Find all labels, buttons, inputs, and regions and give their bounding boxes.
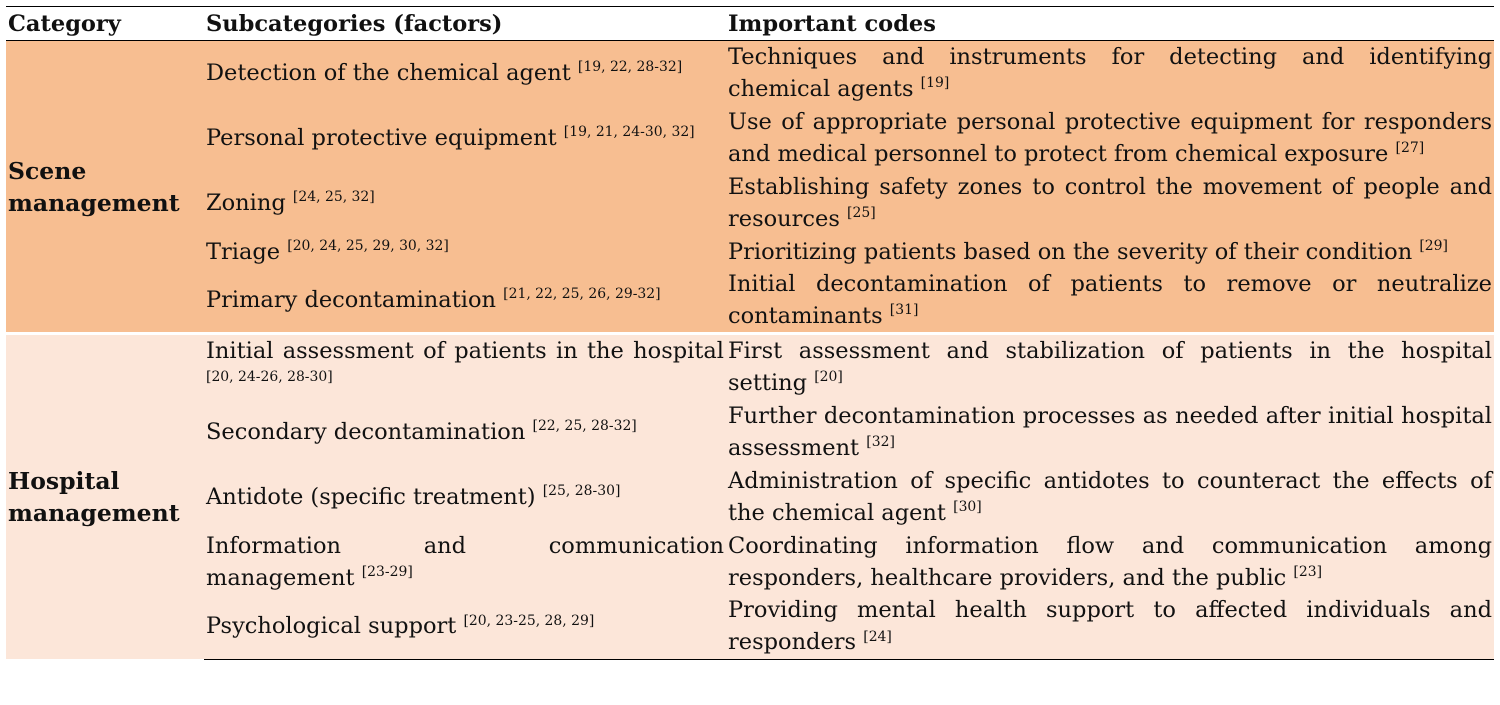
factor-citation: [19, 22, 28-32] bbox=[577, 59, 683, 76]
factor-cell bbox=[204, 464, 726, 529]
code-cell bbox=[726, 41, 1494, 106]
code-text: Prioritizing patients based on the severity of their condition bbox=[728, 238, 1413, 265]
header-row bbox=[6, 7, 1494, 41]
factor-citation: [22, 25, 28-32] bbox=[532, 417, 637, 434]
factor-text: Primary decontamination bbox=[206, 287, 496, 313]
factor-citation: [25, 28-30] bbox=[542, 482, 621, 499]
code-text: Use of appropriate personal protective equipment for responders and medical personnel to protect from chemical exposure bbox=[728, 108, 1492, 167]
code-citation: [19] bbox=[920, 75, 950, 92]
table-row bbox=[6, 594, 1494, 659]
code-text: Coordinating information flow and communication among responders, healthcare providers, and the public bbox=[728, 532, 1492, 591]
factor-text: Antidote (specific treatment) bbox=[206, 483, 536, 510]
factor-citation: [23-29] bbox=[361, 563, 413, 580]
code-cell bbox=[726, 594, 1494, 659]
factor-cell bbox=[204, 41, 726, 106]
code-cell bbox=[726, 399, 1494, 464]
table-row bbox=[6, 170, 1494, 235]
factor-citation: [20, 23-25, 28, 29] bbox=[463, 612, 595, 629]
table-row bbox=[6, 464, 1494, 529]
factor-citation: [19, 21, 24-30, 32] bbox=[563, 123, 695, 140]
factor-text: Psychological support bbox=[206, 613, 457, 640]
code-citation: [25] bbox=[847, 204, 876, 221]
header-subcategories: Subcategories (factors) bbox=[204, 7, 726, 41]
code-cell bbox=[726, 334, 1494, 400]
factor-cell bbox=[204, 235, 726, 268]
code-cell bbox=[726, 105, 1494, 170]
code-text: Administration of specific antidotes to counteract the effects of the chemical agent bbox=[728, 467, 1492, 526]
table-row bbox=[6, 334, 1494, 400]
table-row bbox=[6, 399, 1494, 464]
table-row bbox=[6, 105, 1494, 170]
code-text: Establishing safety zones to control the movement of people and resources bbox=[728, 173, 1492, 232]
code-text: First assessment and stabilization of patients in the hospital setting bbox=[728, 338, 1492, 396]
code-citation: [31] bbox=[889, 302, 919, 319]
code-cell bbox=[726, 529, 1494, 594]
table-row bbox=[6, 268, 1494, 334]
category-cell: Scene management bbox=[6, 41, 204, 334]
code-cell bbox=[726, 268, 1494, 334]
factor-cell bbox=[204, 399, 726, 464]
factor-cell bbox=[204, 170, 726, 235]
code-cell bbox=[726, 170, 1494, 235]
code-citation: [29] bbox=[1419, 237, 1448, 254]
factor-text: Secondary decontamination bbox=[206, 418, 526, 445]
code-cell bbox=[726, 464, 1494, 529]
factor-cell bbox=[204, 594, 726, 659]
header-codes: Important codes bbox=[726, 7, 1494, 41]
code-text: Initial decontamination of patients to remove or neutralize contaminants bbox=[728, 271, 1492, 329]
factor-text: Initial assessment of patients in the hospital bbox=[206, 338, 724, 364]
code-citation: [32] bbox=[866, 433, 895, 450]
factors-table bbox=[6, 6, 1494, 660]
factor-cell bbox=[204, 268, 726, 334]
factor-citation: [20, 24, 25, 29, 30, 32] bbox=[287, 237, 449, 254]
factor-text: Personal protective equipment bbox=[206, 124, 557, 151]
factor-citation: [24, 25, 32] bbox=[292, 188, 375, 205]
code-citation: [30] bbox=[953, 498, 982, 515]
code-citation: [27] bbox=[1395, 139, 1425, 156]
code-cell bbox=[726, 235, 1494, 268]
factor-cell bbox=[204, 334, 726, 400]
table-row bbox=[6, 235, 1494, 268]
code-citation: [24] bbox=[863, 628, 892, 645]
factor-citation: [20, 24-26, 28-30] bbox=[206, 369, 333, 386]
factor-text: Information and communication management bbox=[206, 532, 724, 591]
factor-text: Detection of the chemical agent bbox=[206, 60, 571, 86]
factor-citation: [21, 22, 25, 26, 29-32] bbox=[503, 286, 661, 303]
code-citation: [20] bbox=[814, 369, 843, 386]
header-category: Category bbox=[6, 7, 204, 41]
factor-cell bbox=[204, 105, 726, 170]
code-text: Providing mental health support to affected individuals and responders bbox=[728, 597, 1492, 656]
factor-text: Triage bbox=[206, 238, 281, 265]
code-text: Techniques and instruments for detecting and identifying chemical agents bbox=[728, 44, 1492, 102]
factor-text: Zoning bbox=[206, 189, 286, 216]
table-row bbox=[6, 529, 1494, 594]
category-cell: Hospital management bbox=[6, 334, 204, 660]
code-text: Further decontamination processes as needed after initial hospital assessment bbox=[728, 402, 1492, 461]
factor-cell bbox=[204, 529, 726, 594]
table-row bbox=[6, 41, 1494, 106]
code-citation: [23] bbox=[1293, 563, 1323, 580]
